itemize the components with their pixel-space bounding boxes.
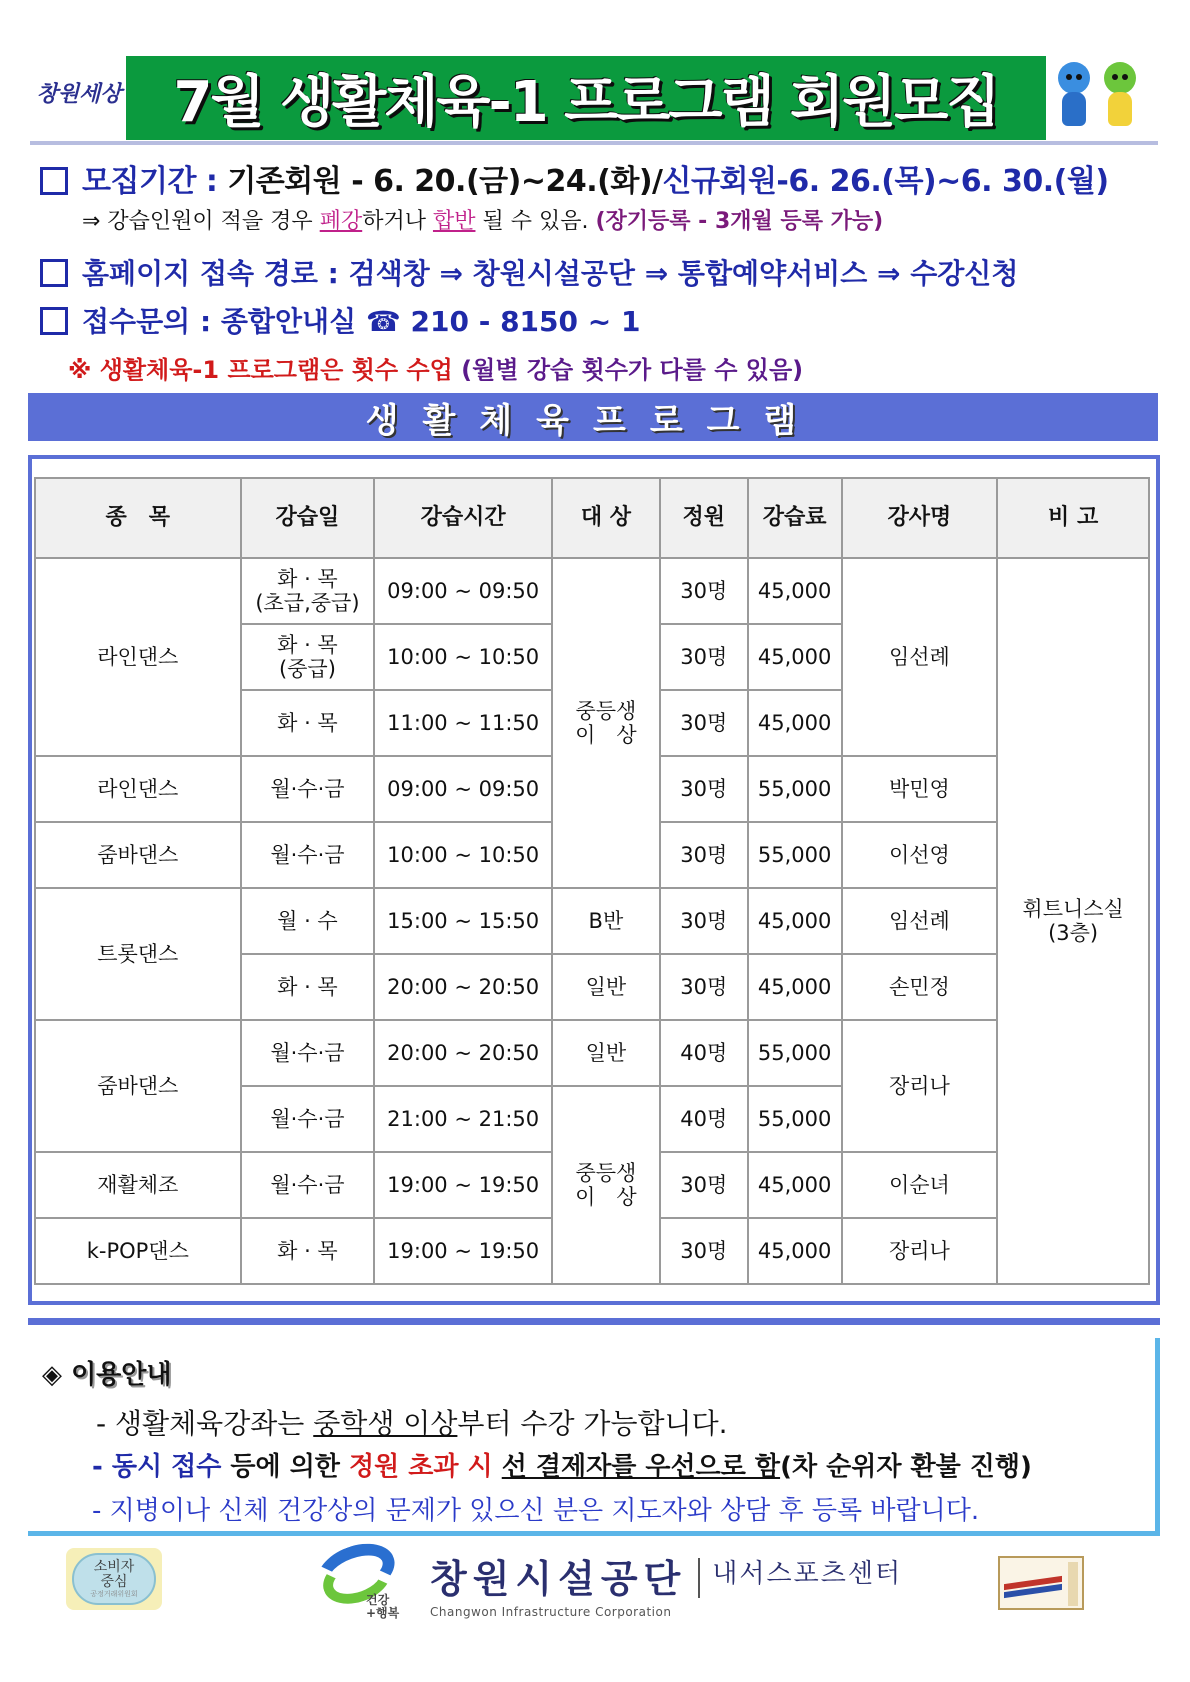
note-prefix: ⇒ 강습인원이 적을 경우 [82,209,320,234]
cell-day: 월·수·금 [241,1086,375,1152]
cell-day: 화 · 목 (중급) [241,624,375,690]
cell-day: 월·수·금 [241,1152,375,1218]
cell-time: 11:00 ~ 11:50 [374,690,552,756]
page-title: 7월 생활체육-1 프로그램 회원모집 [173,70,999,135]
cell-fee: 45,000 [748,558,842,624]
notice-title-text: 이용안내 [71,1360,172,1390]
cell-teacher: 장리나 [842,1020,998,1152]
notice-line-2 [92,1446,1032,1483]
cell-day: 화 · 목 [241,954,375,1020]
cell-day: 화 · 목 [241,1218,375,1284]
cell-teacher: 임선례 [842,558,998,756]
homepage-text: 홈페이지 접속 경로 : 검색창 ⇒ 창원시설공단 ⇒ 통합예약서비스 ⇒ 수강신청 [82,257,1019,290]
diamond-icon: ◈ [42,1360,62,1390]
note-mid: 하거나 [362,209,433,234]
cell-time: 09:00 ~ 09:50 [374,558,552,624]
warning-note [68,350,803,385]
header-capacity: 정원 [660,478,748,558]
cell-target: 중등생 이 상 [552,1086,660,1284]
cell-day: 화 · 목 [241,690,375,756]
cell-day: 월 · 수 [241,888,375,954]
cell-time: 10:00 ~ 10:50 [374,822,552,888]
header-fee: 강습료 [748,478,842,558]
cell-time: 15:00 ~ 15:50 [374,888,552,954]
cell-sport: 라인댄스 [35,756,241,822]
note-long-term: (장기등록 - 3개월 등록 가능) [595,209,884,234]
city-logo [36,62,122,122]
cell-capacity: 30명 [660,822,748,888]
cell-teacher: 박민영 [842,756,998,822]
table-row [35,558,1149,624]
city-logo-text: 창원세상 [36,80,122,107]
cell-capacity: 40명 [660,1086,748,1152]
cell-fee: 45,000 [748,1218,842,1284]
cell-fee: 55,000 [748,1020,842,1086]
cell-sport: k-POP댄스 [35,1218,241,1284]
notice-line-1-a: - 생활체육강좌는 [96,1407,314,1440]
notice-line-1-b: 중학생 이상 [313,1407,458,1440]
cell-sport: 줌바댄스 [35,1020,241,1152]
table-divider [28,1318,1160,1325]
center-name: 내서스포츠센터 [712,1559,903,1589]
header-time: 강습시간 [374,478,552,558]
cell-capacity: 30명 [660,1218,748,1284]
header-divider [30,141,1158,145]
recruit-period [40,156,1109,200]
recruit-existing: 기존회원 - 6. 20.(금)~24.(화)/ [227,164,663,199]
cell-day: 월·수·금 [241,1020,375,1086]
program-banner-text: 생활체육프로그램 [365,400,821,441]
cell-fee: 45,000 [748,1152,842,1218]
inquiry-text: 접수문의 : 종합안내실 ☎ 210 - 8150 ~ 1 [82,305,641,338]
cell-teacher: 이선영 [842,822,998,888]
cell-capacity: 40명 [660,1020,748,1086]
cell-note: 휘트니스실 (3층) [997,558,1149,1284]
cell-fee: 45,000 [748,624,842,690]
header-target: 대 상 [552,478,660,558]
cell-teacher: 장리나 [842,1218,998,1284]
cell-time: 21:00 ~ 21:50 [374,1086,552,1152]
badge-line-1: 소비자 [93,1558,135,1575]
cell-sport: 라인댄스 [35,558,241,756]
cell-capacity: 30명 [660,888,748,954]
cell-sport: 줌바댄스 [35,822,241,888]
table-row [35,888,1149,954]
certification-logo-icon [998,1556,1084,1610]
org-english-name: Changwon Infrastructure Corporation [430,1605,672,1619]
notice-line-2-a: - 동시 접수 [92,1452,222,1482]
cell-sport: 트롯댄스 [35,888,241,1020]
recruit-label: 모집기간 : [82,164,218,199]
cell-teacher: 임선례 [842,888,998,954]
cell-capacity: 30명 [660,624,748,690]
notice-line-3: - 지병이나 신체 건강상의 문제가 있으신 분은 지도자와 상담 후 등록 바랍니다. [92,1496,980,1526]
header-sport: 종 목 [35,478,241,558]
cell-time: 09:00 ~ 09:50 [374,756,552,822]
cell-time: 19:00 ~ 19:50 [374,1218,552,1284]
notice-title [42,1354,172,1391]
cell-fee: 45,000 [748,888,842,954]
notice-line-2-f: (차 순위자 환불 진행) [780,1452,1032,1482]
cell-target: 일반 [552,1020,660,1086]
note-close: 폐강 [319,209,363,234]
title-banner [126,56,1046,140]
cell-fee: 55,000 [748,756,842,822]
notice-line-2-c: 정원 초과 시 [348,1452,493,1482]
header-note: 비 고 [997,478,1149,558]
cell-teacher: 손민정 [842,954,998,1020]
inquiry [40,300,640,340]
note-merge: 합반 [432,209,476,234]
checkbox-icon [40,167,68,195]
homepage-path [40,252,1018,292]
table-header-row [35,478,1149,558]
recruit-new: 신규회원-6. 26.(목)~6. 30.(월) [662,164,1109,199]
notice-line-2-d [493,1452,502,1482]
cell-capacity: 30명 [660,1152,748,1218]
logo-slogan: 건강 +행복 [366,1593,400,1621]
notice-line-1 [96,1402,728,1442]
cell-capacity: 30명 [660,756,748,822]
notice-line-2-b: 등에 의한 [221,1452,349,1482]
class-note [82,204,883,235]
cell-time: 20:00 ~ 20:50 [374,1020,552,1086]
cell-fee: 45,000 [748,690,842,756]
cell-target: 일반 [552,954,660,1020]
cell-capacity: 30명 [660,690,748,756]
notice-line-1-c: 부터 수강 가능합니다. [457,1407,728,1440]
cell-time: 20:00 ~ 20:50 [374,954,552,1020]
cell-fee: 45,000 [748,954,842,1020]
badge-line-2: 중심 [100,1574,128,1591]
mascot-green-icon [1098,62,1142,128]
mascot-blue-icon [1052,62,1096,128]
cell-capacity: 30명 [660,954,748,1020]
cell-fee: 55,000 [748,1086,842,1152]
cell-target: B반 [552,888,660,954]
checkbox-icon [40,259,68,287]
cell-time: 10:00 ~ 10:50 [374,624,552,690]
corporation-logo-icon [316,1546,406,1626]
warning-text-b: (월별 강습 횟수가 다를 수 있음) [461,356,804,384]
cell-day: 화 · 목 (초급,중급) [241,558,375,624]
cell-teacher: 이순녀 [842,1152,998,1218]
org-name: 창원시설공단 [430,1557,687,1601]
badge-small: 공정거래위원회 [90,1589,138,1598]
program-table [34,477,1150,1285]
warning-text-a: ※ 생활체육-1 프로그램은 횟수 수업 [68,356,462,384]
header-day: 강습일 [241,478,375,558]
cell-sport: 재활체조 [35,1152,241,1218]
program-banner [28,393,1158,441]
cell-day: 월·수·금 [241,822,375,888]
corporation-name [430,1548,902,1619]
cell-target: 중등생 이 상 [552,558,660,888]
cell-day: 월·수·금 [241,756,375,822]
consumer-badge [66,1548,162,1610]
notice-line-2-e: 선 결제자를 우선으로 함 [501,1452,781,1482]
table-row [35,1020,1149,1086]
checkbox-icon [40,307,68,335]
cell-capacity: 30명 [660,558,748,624]
cell-time: 19:00 ~ 19:50 [374,1152,552,1218]
header-teacher: 강사명 [842,478,998,558]
note-suffix: 될 수 있음. [475,209,596,234]
cell-fee: 55,000 [748,822,842,888]
